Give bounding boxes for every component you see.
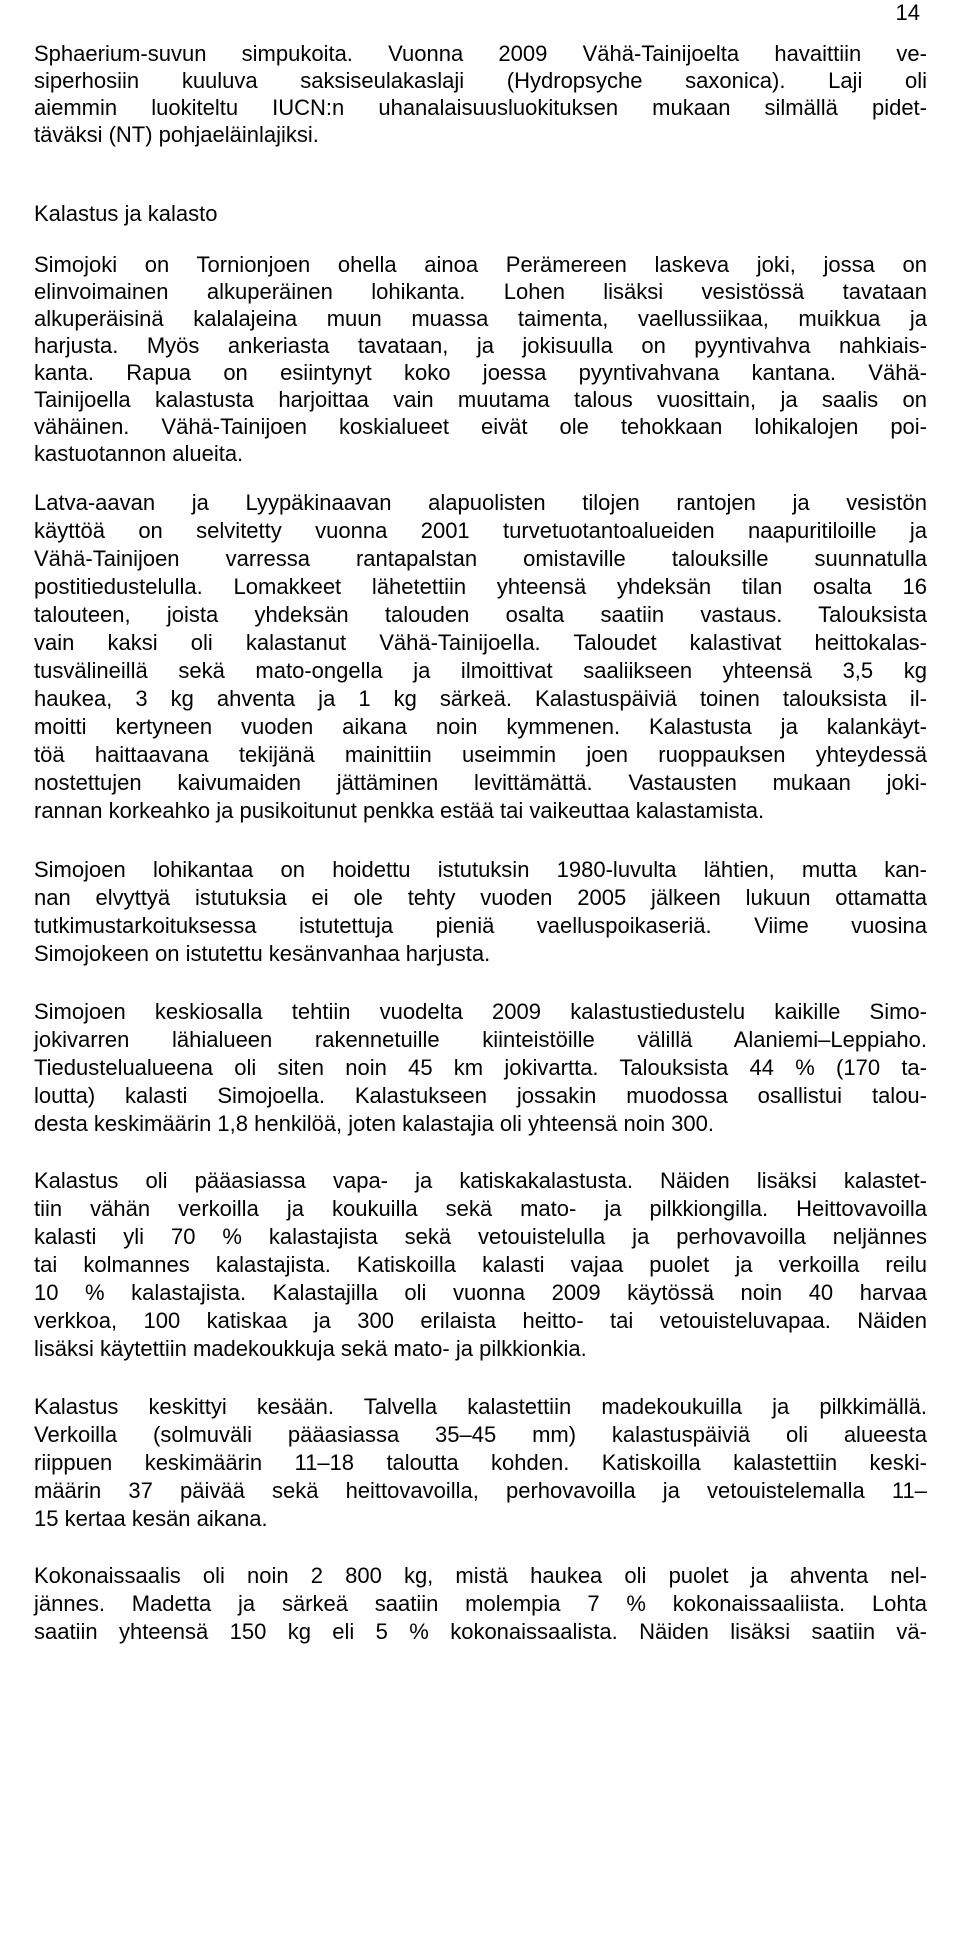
text-line: desta keskimäärin 1,8 henkilöä, joten kalastajia oli yhteensä noin 300. [34, 1111, 714, 1136]
text-line: jokivarren lähialueen rakennetuille kiinteistöille välillä Alaniemi–Leppiaho. [34, 1027, 927, 1052]
text-line: lisäksi käytettiin madekoukkuja sekä mato- ja pilkkionkia. [34, 1336, 587, 1361]
text-line: siperhosiin kuuluva saksiseulakaslaji (Hydropsyche saxonica). Laji oli [34, 68, 927, 93]
text-line: jännes. Madetta ja särkeä saatiin molempia 7 % kokonaissaaliista. Lohta [34, 1591, 927, 1616]
text-line: Kalastus oli pääasiassa vapa- ja katiskakalastusta. Näiden lisäksi kalastet- [34, 1168, 927, 1193]
text-line: aiemmin luokiteltu IUCN:n uhanalaisuusluokituksen mukaan silmällä pidet- [34, 95, 927, 120]
text-line: alkuperäisinä kalalajeina muun muassa taimenta, vaellussiikaa, muikkua ja [34, 306, 927, 331]
page-number: 14 [895, 0, 920, 25]
text-line: rannan korkeahko ja pusikoitunut penkka estää tai vaikeuttaa kalastamista. [34, 798, 765, 823]
text-line: töä haittaavana tekijänä mainittiin useimmin joen ruoppauksen yhteydessä [34, 742, 927, 767]
text-line: tiin vähän verkoilla ja koukuilla sekä mato- ja pilkkiongilla. Heittovavoilla [34, 1196, 927, 1221]
text-line: postitiedustelulla. Lomakkeet lähetettiin yhteensä yhdeksän tilan osalta 16 [34, 574, 927, 599]
text-line: Verkoilla (solmuväli pääasiassa 35–45 mm) kalastuspäiviä oli alueesta [34, 1422, 927, 1447]
text-line: nan elvyttyä istutuksia ei ole tehty vuoden 2005 jälkeen lukuun ottamatta [34, 885, 927, 910]
text-line: kanta. Rapua on esiintynyt koko joessa pyyntivahvana kantana. Vähä- [34, 360, 927, 385]
text-line: Kalastus keskittyi kesään. Talvella kalastettiin madekoukuilla ja pilkkimällä. [34, 1394, 927, 1419]
text-line: Kokonaissaalis oli noin 2 800 kg, mistä haukea oli puolet ja ahventa nel- [34, 1563, 927, 1588]
text-line: elinvoimainen alkuperäinen lohikanta. Lohen lisäksi vesistössä tavataan [34, 279, 927, 304]
text-line: moitti kertyneen vuoden aikana noin kymmenen. Kalastusta ja kalankäyt- [34, 714, 927, 739]
text-line: Simojoki on Tornionjoen ohella ainoa Perämereen laskeva joki, jossa on [34, 252, 927, 277]
text-line: Tiedustelualueena oli siten noin 45 km jokivartta. Talouksista 44 % (170 ta- [34, 1055, 927, 1080]
text-line: 15 kertaa kesän aikana. [34, 1506, 268, 1531]
text-line: täväksi (NT) pohjaeläinlajiksi. [34, 122, 319, 147]
text-line: määrin 37 päivää sekä heittovavoilla, perhovavoilla ja vetouistelemalla 11– [34, 1478, 927, 1503]
text-line: tutkimustarkoituksessa istutettuja pieniä vaelluspoikaseriä. Viime vuosina [34, 913, 927, 938]
text-line: vähäinen. Vähä-Tainijoen koskialueet eivät ole tehokkaan lohikalojen poi- [34, 414, 927, 439]
text-line: saatiin yhteensä 150 kg eli 5 % kokonaissaalista. Näiden lisäksi saatiin vä- [34, 1619, 927, 1644]
text-line: Vähä-Tainijoen varressa rantapalstan omistaville talouksille suunnatulla [34, 546, 927, 571]
text-line: verkkoa, 100 katiskaa ja 300 erilaista heitto- tai vetouisteluvapaa. Näiden [34, 1308, 927, 1333]
text-line: tai kolmannes kalastajista. Katiskoilla kalasti vajaa puolet ja verkoilla reilu [34, 1252, 927, 1277]
text-line: vain kaksi oli kalastanut Vähä-Tainijoella. Taloudet kalastivat heittokalas- [34, 630, 927, 655]
text-line: tusvälineillä sekä mato-ongella ja ilmoittivat saaliikseen yhteensä 3,5 kg [34, 658, 927, 683]
section-heading: Kalastus ja kalasto [34, 201, 218, 226]
text-line: Simojoen keskiosalla tehtiin vuodelta 2009 kalastustiedustelu kaikille Simo- [34, 999, 927, 1024]
text-line: kastuotannon alueita. [34, 441, 244, 466]
text-line: Simojokeen on istutettu kesänvanhaa harjusta. [34, 941, 491, 966]
text-line: 10 % kalastajista. Kalastajilla oli vuonna 2009 käytössä noin 40 harvaa [34, 1280, 927, 1305]
text-line: haukea, 3 kg ahventa ja 1 kg särkeä. Kalastuspäiviä toinen talouksista il- [34, 686, 927, 711]
text-line: harjusta. Myös ankeriasta tavataan, ja jokisuulla on pyyntivahva nahkiais- [34, 333, 927, 358]
text-line: kalasti yli 70 % kalastajista sekä vetouistelulla ja perhovavoilla neljännes [34, 1224, 927, 1249]
text-line: Tainijoella kalastusta harjoittaa vain muutama talous vuosittain, ja saalis on [34, 387, 927, 412]
text-line: Latva-aavan ja Lyypäkinaavan alapuolisten tilojen rantojen ja vesistön [34, 490, 927, 515]
text-line: loutta) kalasti Simojoella. Kalastukseen jossakin muodossa osallistui talou- [34, 1083, 927, 1108]
text-line: Simojoen lohikantaa on hoidettu istutuksin 1980-luvulta lähtien, mutta kan- [34, 857, 927, 882]
text-line: riippuen keskimäärin 11–18 taloutta kohden. Katiskoilla kalastettiin keski- [34, 1450, 927, 1475]
text-line: Sphaerium-suvun simpukoita. Vuonna 2009 Vähä-Tainijoelta havaittiin ve- [34, 41, 927, 66]
text-line: nostettujen kaivumaiden jättäminen levittämättä. Vastausten mukaan joki- [34, 770, 927, 795]
text-line: talouteen, joista yhdeksän talouden osalta saatiin vastaus. Talouksista [34, 602, 927, 627]
text-line: käyttöä on selvitetty vuonna 2001 turvetuotantoalueiden naapuritiloille ja [34, 518, 927, 543]
